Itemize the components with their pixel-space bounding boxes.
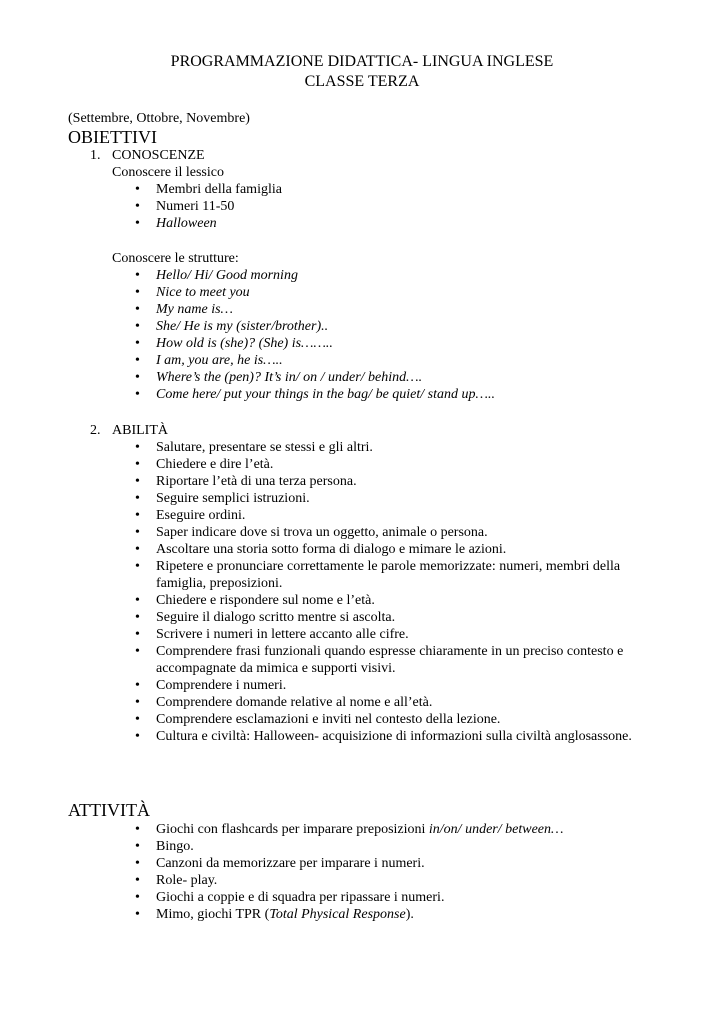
list-item: • Comprendere frasi funzionali quando espresse chiaramente in un preciso contesto e	[135, 644, 624, 659]
bullet-icon: •	[135, 856, 140, 871]
attivita-list	[135, 821, 563, 923]
list-item: • Salutare, presentare se stessi e gli altri.	[135, 440, 373, 455]
list-item: • Chiedere e rispondere sul nome e l’età.	[135, 593, 375, 608]
list-item: • Riportare l’età di una terza persona.	[135, 474, 357, 489]
bullet-icon: •	[135, 353, 140, 368]
list-item: • Comprendere esclamazioni e inviti nel contesto della lezione.	[135, 712, 501, 727]
list-item: • Comprendere i numeri.	[135, 678, 287, 693]
bullet-icon: •	[135, 610, 140, 625]
document-title: PROGRAMMAZIONE DIDATTICA- LINGUA INGLESE	[170, 53, 554, 70]
attivita-heading: ATTIVITÀ	[68, 800, 150, 820]
bullet-icon: •	[135, 559, 140, 574]
list-item: • Eseguire ordini.	[135, 508, 246, 523]
lessico-list	[135, 181, 282, 232]
list-item: • Come here/ put your things in the bag/ be quiet/ stand up…..	[135, 387, 495, 402]
list-item: • Bingo.	[135, 839, 194, 854]
bullet-icon: •	[135, 644, 140, 659]
abilita-number: 2.	[90, 423, 101, 438]
list-item: • Mimo, giochi TPR (Total Physical Response).	[135, 907, 414, 922]
bullet-icon: •	[135, 822, 140, 837]
list-item: • Canzoni da memorizzare per imparare i numeri.	[135, 856, 425, 871]
bullet-icon: •	[135, 440, 140, 455]
bullet-icon: •	[135, 508, 140, 523]
bullet-icon: •	[135, 525, 140, 540]
period-label: (Settembre, Ottobre, Novembre)	[68, 111, 250, 126]
conoscenze-heading	[90, 147, 205, 164]
bullet-icon: •	[135, 457, 140, 472]
list-item-continuation: accompagnate da mimica e supporti visivi.	[156, 661, 396, 676]
list-item: • Seguire semplici istruzioni.	[135, 491, 310, 506]
bullet-icon: •	[135, 695, 140, 710]
list-item: • Cultura e civiltà: Halloween- acquisizione di informazioni sulla civiltà anglosassone.	[135, 729, 632, 744]
abilita-title: ABILITÀ	[112, 423, 168, 438]
list-item: • Chiedere e dire l’età.	[135, 457, 274, 472]
bullet-icon: •	[135, 370, 140, 385]
bullet-icon: •	[135, 729, 140, 744]
bullet-icon: •	[135, 593, 140, 608]
list-item: • I am, you are, he is…..	[135, 353, 283, 368]
bullet-icon: •	[135, 839, 140, 854]
list-item: • Role- play.	[135, 873, 218, 888]
abilita-list	[135, 439, 632, 745]
list-item-continuation: famiglia, preposizioni.	[156, 576, 283, 591]
bullet-icon: •	[135, 712, 140, 727]
list-item: • Seguire il dialogo scritto mentre si ascolta.	[135, 610, 396, 625]
bullet-icon: •	[135, 319, 140, 334]
strutture-label: Conoscere le strutture:	[112, 251, 239, 266]
bullet-icon: •	[135, 302, 140, 317]
strutture-list	[135, 267, 495, 403]
list-item: • Ripetere e pronunciare correttamente le parole memorizzate: numeri, membri della	[135, 559, 621, 574]
conoscenze-number: 1.	[90, 148, 101, 163]
bullet-icon: •	[135, 890, 140, 905]
bullet-icon: •	[135, 542, 140, 557]
bullet-icon: •	[135, 627, 140, 642]
bullet-icon: •	[135, 199, 140, 214]
bullet-icon: •	[135, 491, 140, 506]
list-item: • Hello/ Hi/ Good morning	[135, 268, 298, 283]
list-item: • How old is (she)? (She) is……..	[135, 336, 333, 351]
bullet-icon: •	[135, 285, 140, 300]
list-item: • Saper indicare dove si trova un oggetto, animale o persona.	[135, 525, 488, 540]
bullet-icon: •	[135, 873, 140, 888]
list-item: • Nice to meet you	[135, 285, 250, 300]
bullet-icon: •	[135, 907, 140, 922]
list-item: • Ascoltare una storia sotto forma di dialogo e mimare le azioni.	[135, 542, 507, 557]
list-item: • Comprendere domande relative al nome e all’età.	[135, 695, 433, 710]
bullet-icon: •	[135, 387, 140, 402]
list-item: • My name is…	[135, 302, 233, 317]
document-subtitle: CLASSE TERZA	[304, 73, 420, 90]
bullet-icon: •	[135, 678, 140, 693]
list-item: • Where’s the (pen)? It’s in/ on / under/ behind….	[135, 370, 423, 385]
list-item: • Giochi con flashcards per imparare preposizioni in/on/ under/ between…	[135, 822, 564, 837]
bullet-icon: •	[135, 268, 140, 283]
obiettivi-heading: OBIETTIVI	[68, 127, 157, 147]
lessico-label: Conoscere il lessico	[112, 165, 224, 180]
bullet-icon: •	[135, 216, 140, 231]
list-item: • Giochi a coppie e di squadra per ripassare i numeri.	[135, 890, 445, 905]
list-item: • Halloween	[135, 216, 217, 231]
bullet-icon: •	[135, 474, 140, 489]
abilita-heading	[90, 422, 168, 439]
bullet-icon: •	[135, 336, 140, 351]
list-item: • Numeri 11-50	[135, 199, 235, 214]
list-item: • Membri della famiglia	[135, 182, 282, 197]
conoscenze-title: CONOSCENZE	[112, 148, 205, 163]
list-item: • She/ He is my (sister/brother)..	[135, 319, 329, 334]
bullet-icon: •	[135, 182, 140, 197]
list-item: • Scrivere i numeri in lettere accanto alle cifre.	[135, 627, 409, 642]
